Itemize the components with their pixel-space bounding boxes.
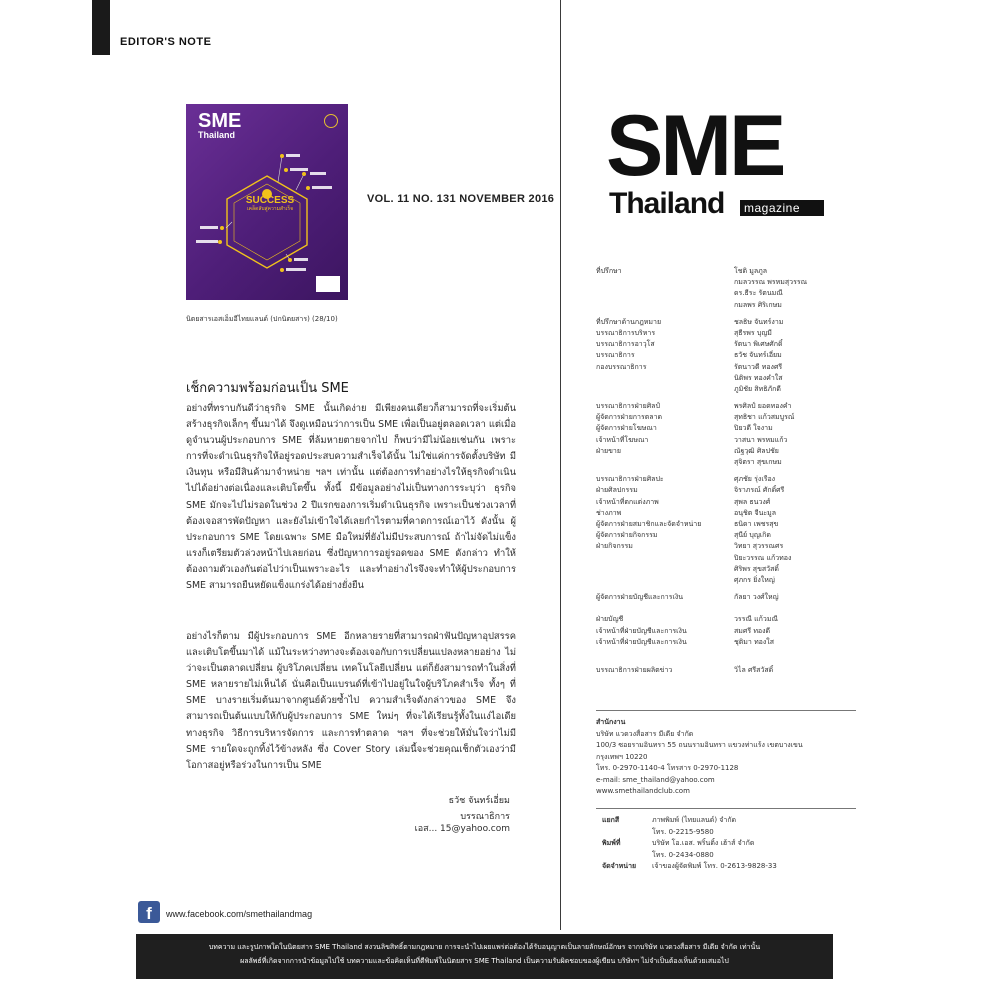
staff-role: ช่างภาพ <box>596 508 622 517</box>
section-tag: EDITOR'S NOTE <box>120 36 212 48</box>
staff-name: วิไล ศรีสวัสดิ์ <box>734 666 774 675</box>
staff-name: สุทธิชา แก้วสมบูรณ์ <box>734 413 795 422</box>
print-role: แยกสี <box>602 816 620 824</box>
staff-row <box>596 423 856 434</box>
staff-name: ศุภกร ยิ่งใหญ่ <box>734 575 775 584</box>
staff-name: รัตนา พิเศษศักดิ์ <box>734 340 783 349</box>
staff-role: เจ้าหน้าที่โฆษณา <box>596 435 649 444</box>
staff-row <box>596 435 856 446</box>
staff-name: ณัฐวุฒิ ศิลปชัย <box>734 446 779 455</box>
cover-badge-icon <box>324 114 338 128</box>
office-line: กรุงเทพฯ 10220 <box>596 752 648 761</box>
staff-list <box>596 266 856 676</box>
staff-row <box>596 541 856 552</box>
staff-name: จิราภรณ์ ศักดิ์ศรี <box>734 486 785 495</box>
office-line[interactable]: e-mail: sme_thailand@yahoo.com <box>596 775 715 784</box>
staff-role: บรรณาธิการ <box>596 351 635 360</box>
staff-row <box>596 614 856 625</box>
staff-row <box>596 637 856 648</box>
facebook-icon[interactable]: f <box>138 901 160 923</box>
staff-role: ฝ่ายบัญชี <box>596 615 624 624</box>
cover-logo <box>198 112 241 140</box>
article-paragraph-2: อย่างไรก็ตาม มีผู้ประกอบการ SME อีกหลายรายที่สามารถฝ่าฟันปัญหาอุปสรรคและเติบโตขึ้นมาได้ แม้ในระหว่างทางจะต้องเจอกับการเปลี่ยนแปลงหลายอย่าง ไม่ว่าจะเป็นตลาดเปลี่ยน ผู้บริโภคเปลี่ยน เทคโนโลยีเปลี่ยน แต่ก็ยังสามารถทำในสิ่งที่ SME หลายรายไม่เห็นได้ นั่นคือเป็นแบรนด์ที่เข้าไปอยู่ในใจผู้บริโภคสำเร็จ ทั้งๆ ที่ SME บางรายเริ่มต้นมาจากศูนย์ด้วยซ้ำไป ความสำเร็จดังกล่าวของ SME จึงสามารถเป็นต้นแบบให้กับผู้ประกอบการ SME ใหม่ๆ ที่จะได้เรียนรู้ทั้งในแง่ไอเดียทางธุรกิจ วิธีการบริหารจัดการ และการทำตลาด ฯลฯ ที่จะช่วยให้มั่นใจว่าไม่มี SME รายใดจะถูกทิ้งไว้ข้างหลัง ซึ่ง Cover Story เล่มนี้จะช่วยคุณเช็กตัวเองว่ามีโอกาสอยู่หรือร่วงในการเป็น SME <box>186 631 516 771</box>
cover-caption: นิตยสารเอสเอ็มอีไทยแลนด์ (ปกนิตยสาร) (28/10) <box>186 315 338 323</box>
print-row <box>596 861 856 873</box>
staff-name: โชติ มูลภูล <box>734 267 768 275</box>
print-row <box>596 827 856 839</box>
article-paragraph-1: อย่างที่ทราบกันดีว่าธุรกิจ SME นั้นเกิดง่าย มีเพียงคนเดียวก็สามารถที่จะเริ่มต้นสร้างธุรกิจเล็กๆ ขึ้นมาได้ จึงดูเหมือนว่าการเป็น SME เพื่อเป็นอยู่ตลอดเวลา แต่เมื่อดูจำนวนผู้ประกอบการ SME ที่ล้มหายตายจากไป ก็พบว่ามีไม่น้อยเช่นกัน เพราะการที่จะดำเนินธุรกิจให้อยู่รอดประสบความสำเร็จได้นั้น ไม่ใช่แค่การจัดตั้งบริษัท มีเงินทุน หรือมีสินค้ามาจำหน่าย ฯลฯ เท่านั้น แต่ต้องการทำอย่างไรให้ธุรกิจดำเนินไปได้อย่างต่อเนื่องและเติบโตขึ้น ทั้งนี้ มีข้อมูลอย่างไม่เป็นทางการระบุว่า ธุรกิจ SME มักจะไปไม่รอดในช่วง 2 ปีแรกของการเริ่มดำเนินธุรกิจ เพราะเป็นช่วงเวลาที่ต้องเจอสารพัดปัญหา และยังไม่เข้าใจได้เลยกำไรตามที่คาดการณ์เอาไว้ ดังนั้น ผู้ประกอบการ SME โดยเฉพาะ SME มือใหม่ที่ยังไม่มีประสบการณ์ ถ้าไม่จัดไม่แข็งแรงก็เตรียมตัวล่วงหน้าไปเลยก่อน ซึ่งปัญหาการอยู่รอดของ SME ดังกล่าว ทำให้ต้องถามตัวเองกันต่อไปว่าเป็นเพราะอะไร และทำอย่างไรจึงจะทำให้ผู้ประกอบการ SME สามารถยืนหยัดแข็งแกร่งได้อย่างยั่งยืน <box>186 403 516 592</box>
staff-name: ธวัช จันทร์เอี่ยม <box>734 351 782 360</box>
office-line: 100/3 ซอยรามอินทรา 55 ถนนรามอินทรา แขวงท่าแร้ง เขตบางเขน <box>596 741 803 749</box>
staff-row <box>596 328 856 339</box>
staff-row <box>596 665 856 676</box>
article-title: เช็กความพร้อมก่อนเป็น SME <box>186 381 349 396</box>
staff-role: ผู้จัดการฝ่ายโฆษณา <box>596 424 657 433</box>
staff-role: กองบรรณาธิการ <box>596 362 647 371</box>
staff-role: บรรณาธิการอาวุโส <box>596 340 655 349</box>
staff-role: ฝ่ายขาย <box>596 446 621 455</box>
copyright-footer <box>136 934 833 979</box>
staff-name: ธนิดา เพชรสุข <box>734 519 779 528</box>
staff-row <box>596 384 856 395</box>
staff-name: ศุภชัย รุ่งเรือง <box>734 475 776 484</box>
staff-row <box>596 373 856 384</box>
column-divider <box>560 0 561 930</box>
staff-row <box>596 362 856 373</box>
print-info <box>596 808 856 873</box>
staff-name: กมลพร ศิริเกษม <box>734 300 782 309</box>
staff-name: ภูมิชัย สิทธิภักดี <box>734 384 781 393</box>
staff-row <box>596 648 856 659</box>
staff-row <box>596 288 856 299</box>
cover-hex-title: SUCCESS <box>245 195 295 206</box>
staff-role: บรรณาธิการบริหาร <box>596 328 656 337</box>
staff-role: บรรณาธิการฝ่ายผลิตข่าว <box>596 666 673 675</box>
staff-row <box>596 603 856 614</box>
staff-name: อนุชิต จีนะมูล <box>734 508 777 517</box>
section-tab-bar <box>92 0 110 55</box>
staff-row <box>596 317 856 328</box>
masthead-magazine: magazine <box>740 200 824 216</box>
staff-name: สุธีรพร บุญมี <box>734 328 772 337</box>
facebook-link[interactable]: www.facebook.com/smethailandmag <box>166 909 313 919</box>
staff-name: สมศรี ทองดี <box>734 626 771 635</box>
staff-row <box>596 446 856 457</box>
staff-name: ชลธิษ จันทร์งาม <box>734 317 784 326</box>
staff-row <box>596 553 856 564</box>
staff-name: กมลวรรณ พรหมสุวรรณ <box>734 278 808 287</box>
staff-name: พรศิลป์ ยอดทองคำ <box>734 402 792 411</box>
staff-role: ผู้จัดการฝ่ายการตลาด <box>596 413 663 422</box>
office-line[interactable]: www.smethailandclub.com <box>596 787 690 795</box>
staff-name: ปิยะวรรณ แก้วทอง <box>734 553 792 562</box>
barcode-icon <box>316 276 340 292</box>
staff-name: รัตนาวดี ทองศรี <box>734 362 783 371</box>
office-line: บริษัท แวดวงสื่อสาร มีเดีย จำกัด <box>596 729 694 738</box>
staff-row <box>596 266 856 277</box>
staff-role: ผู้จัดการฝ่ายสมาชิกและจัดจำหน่าย <box>596 519 702 528</box>
signature-name: ธวัช จันทร์เอี่ยม <box>448 796 510 806</box>
staff-row <box>596 530 856 541</box>
staff-row <box>596 474 856 485</box>
staff-name: ชุติมา ทองใส <box>734 637 774 646</box>
staff-name: นิติพร ทองคำใส <box>734 373 783 382</box>
staff-row <box>596 519 856 530</box>
print-name: โทร. 0-2215-9580 <box>652 827 714 836</box>
signature-role: บรรณาธิการ <box>460 812 510 822</box>
staff-role: เจ้าหน้าที่ตกแต่งภาพ <box>596 497 659 506</box>
staff-role: เจ้าหน้าที่ฝ่ายบัญชีและการเงิน <box>596 637 687 646</box>
print-row <box>596 815 856 827</box>
staff-name: กัลยา วงศ์ใหญ่ <box>734 593 779 602</box>
print-name: ภาพพิมพ์ (ไทยแลนด์) จำกัด <box>652 816 737 824</box>
print-name: โทร. 0-2434-0880 <box>652 850 714 859</box>
staff-role: ผู้จัดการฝ่ายกิจกรรม <box>596 531 658 540</box>
cover-logo-sub: Thailand <box>198 130 236 140</box>
staff-row <box>596 485 856 496</box>
issue-line: VOL. 11 NO. 131 NOVEMBER 2016 <box>367 193 555 205</box>
magazine-cover <box>186 104 348 300</box>
cover-hex-sub: เคล็ดลับสู่ความสำเร็จ <box>246 206 294 212</box>
staff-role: ฝ่ายกิจกรรม <box>596 542 633 551</box>
print-name: เจ้าของผู้จัดพิมพ์ โทร. 0-2613-9828-33 <box>652 862 777 870</box>
staff-role: บรรณาธิการฝ่ายศิลป์ <box>596 402 660 411</box>
staff-row <box>596 300 856 311</box>
cover-headline <box>230 196 310 213</box>
print-role: จัดจำหน่าย <box>602 862 637 870</box>
staff-name: วิทยา สุวรรณศร <box>734 542 784 551</box>
office-heading: สำนักงาน <box>596 718 626 726</box>
print-role: พิมพ์ที่ <box>602 839 621 847</box>
staff-row <box>596 412 856 423</box>
staff-role: บรรณาธิการฝ่ายศิลปะ <box>596 475 664 484</box>
staff-name: ศิริพร สุขสวัสดิ์ <box>734 564 779 573</box>
cover-logo-main: SME <box>198 110 242 132</box>
staff-row <box>596 350 856 361</box>
staff-role: ที่ปรึกษา <box>596 267 622 275</box>
staff-name: สุพล ธนวงศ์ <box>734 497 771 506</box>
staff-row <box>596 575 856 586</box>
staff-role: เจ้าหน้าที่ฝ่ายบัญชีและการเงิน <box>596 626 687 635</box>
print-row <box>596 850 856 862</box>
footer-line-2: ผลลัพธ์ที่เกิดจากการนำข้อมูลไปใช้ บทความและข้อคิดเห็นที่ตีพิมพ์ในนิตยสาร SME Thailand เป็นความรับผิดชอบของผู้เขียน บริษัทฯ ไม่จำเป็นต้องเห็นด้วยเสมอไป <box>240 957 729 965</box>
staff-role: ฝ่ายศิลปกรรม <box>596 486 638 495</box>
staff-row <box>596 401 856 412</box>
print-row <box>596 838 856 850</box>
staff-name: ดร.ธีระ รัตนมณี <box>734 289 783 298</box>
office-info <box>596 710 856 798</box>
masthead-thailand: Thailand <box>609 187 725 220</box>
staff-row <box>596 592 856 603</box>
signature-email: เอส... 15@yahoo.com <box>414 824 510 834</box>
staff-role: ผู้จัดการฝ่ายบัญชีและการเงิน <box>596 593 684 602</box>
staff-name: ปิยวดี ใจงาม <box>734 424 773 433</box>
masthead-sme: SME <box>606 98 784 194</box>
footer-line-1: บทความ และรูปภาพใดในนิตยสาร SME Thailand สงวนลิขสิทธิ์ตามกฎหมาย การจะนำไปเผยแพร่ต่อต้องได้รับอนุญาตเป็นลายลักษณ์อักษร จากบริษัท แวดวงสื่อสาร มีเดีย จำกัด เท่านั้น <box>208 943 761 951</box>
staff-row <box>596 457 856 468</box>
staff-role: ที่ปรึกษาด้านกฎหมาย <box>596 317 662 326</box>
print-name: บริษัท โอ.เอส. พริ้นติ้ง เฮ้าส์ จำกัด <box>652 839 755 847</box>
staff-row <box>596 497 856 508</box>
staff-row <box>596 564 856 575</box>
office-line: โทร. 0-2970-1140-4 โทรสาร 0-2970-1128 <box>596 764 739 772</box>
staff-name: วาสนา พรหมแก้ว <box>734 435 788 444</box>
staff-name: สุนีย์ บุญเกิด <box>734 531 771 540</box>
staff-name: สุจิตรา สุขเกษม <box>734 458 782 466</box>
staff-name: วรรณี แก้วมณี <box>734 615 778 624</box>
staff-row <box>596 339 856 350</box>
staff-row <box>596 626 856 637</box>
staff-row <box>596 508 856 519</box>
staff-row <box>596 277 856 288</box>
